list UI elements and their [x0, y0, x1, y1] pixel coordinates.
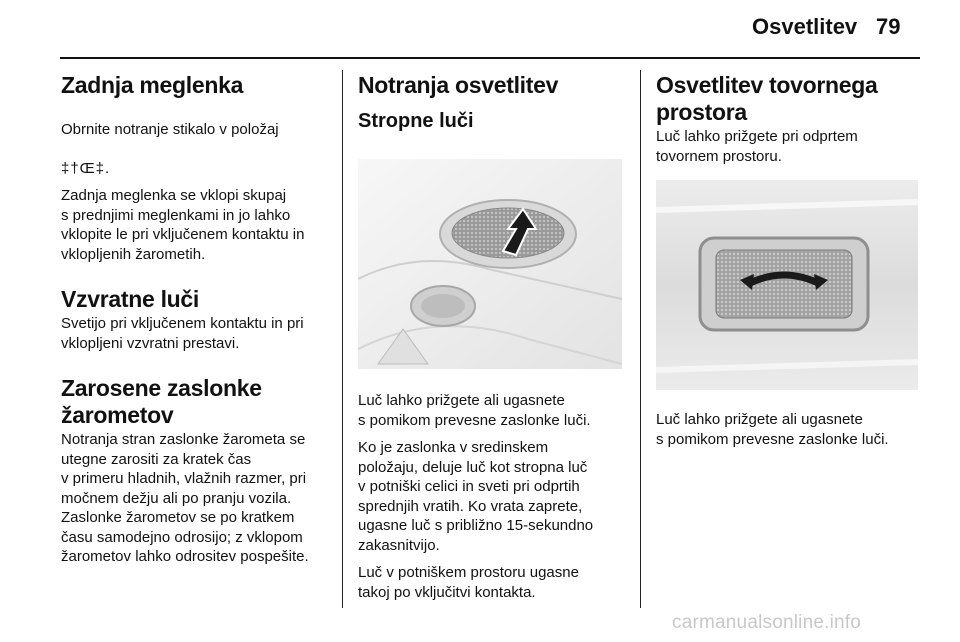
heading-interior-lighting: Notranja osvetlitev: [358, 72, 559, 98]
courtesy-light-illustration: [358, 159, 622, 369]
heading-reversing-lights: Vzvratne luči: [61, 286, 199, 312]
fog-light-switch-symbols: ‡†Œ‡.: [61, 159, 111, 177]
column-left: [61, 72, 331, 575]
column-middle: [358, 72, 628, 610]
heading-misted-headlight-covers: Zarosene zaslonke žarometov: [61, 375, 262, 428]
paragraph: Luč lahko prižgete ali ugasnete s pomikom prevesne zaslonke luči.: [358, 392, 591, 429]
paragraph: Luč lahko prižgete ali ugasnete s pomikom prevesne zaslonke luči.: [656, 411, 889, 448]
subheading-courtesy-lights: Stropne luči: [358, 110, 474, 132]
paragraph: Ko je zaslonka v sredinskem položaju, deluje luč kot stropna luč v potniški celici in sveti pri odprtih sprednjih vratih. Ko vrata zaprete, ugasne luč s približno 15-sekundno zakasnitvijo.: [358, 439, 594, 554]
paragraph: [61, 100, 331, 178]
header-rule: [60, 57, 920, 59]
paragraph-text: Obrnite notranje stikalo v položaj: [61, 120, 279, 138]
page-section-title: Osvetlitev: [752, 14, 858, 39]
paragraph: Svetijo pri vključenem kontaktu in pri vklopljeni vzvratni prestavi.: [61, 315, 304, 352]
cargo-light-illustration: [656, 180, 918, 390]
page-number: 79: [876, 14, 901, 39]
paragraph: Zadnja meglenka se vklopi skupaj s prednjimi meglenkami in jo lahko vklopite le pri vključenem kontaktu in vklopljenih žarometih.: [61, 187, 305, 263]
paragraph: Notranja stran zaslonke žarometa se utegne zarositi za kratek čas v primeru hladnih, vlažnih razmer, pri močnem dežju ali po pranju vozila. Zaslonke žarometov se po kratkem času samodejno odrosijo; z vklopom žarometov lahko odrositev pospešite.: [61, 431, 309, 565]
watermark-text: carmanualsonline.info: [672, 612, 862, 633]
column-divider-2: [640, 70, 641, 608]
column-right: [656, 72, 922, 457]
paragraph: Luč lahko prižgete pri odprtem tovornem prostoru.: [656, 128, 858, 165]
paragraph: Luč v potniškem prostoru ugasne takoj po vključitvi kontakta.: [358, 564, 579, 601]
heading-rear-fog-light: Zadnja meglenka: [61, 72, 244, 98]
heading-cargo-area-lighting: Osvetlitev tovornega prostora: [656, 72, 878, 125]
column-divider-1: [342, 70, 343, 608]
